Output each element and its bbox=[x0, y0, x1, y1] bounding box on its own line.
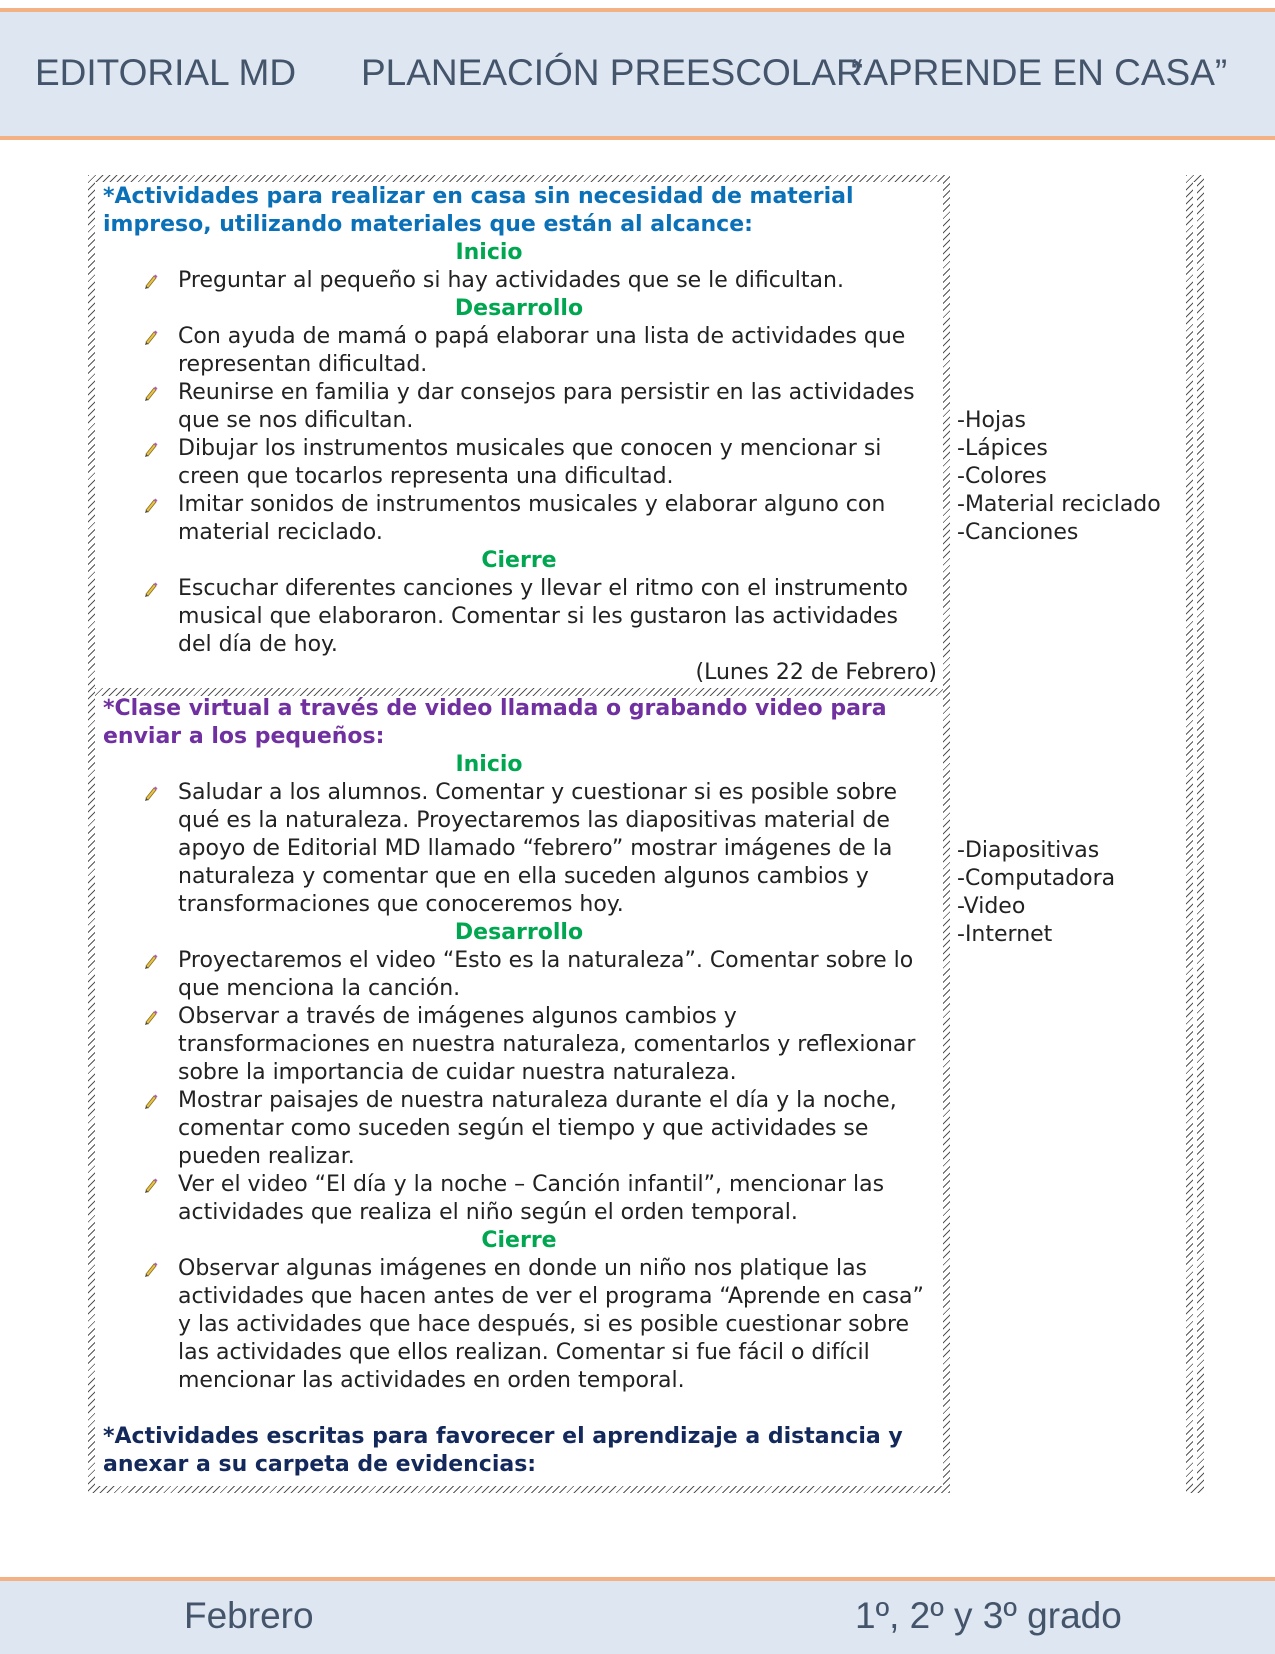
list-item: Dibujar los instrumentos musicales que conocen y mencionar si creen que tocarlos representa una dificultad. bbox=[178, 435, 935, 491]
section3-title: *Actividades escritas para favorecer el aprendizaje a distancia y anexar a su carpeta de evidencias: bbox=[103, 1424, 903, 1477]
material-item: -Material reciclado bbox=[957, 492, 1161, 517]
list-item: Preguntar al pequeño si hay actividades que se le dificultan. bbox=[178, 267, 935, 295]
pencil-icon bbox=[143, 953, 159, 969]
material-item: -Diapositivas bbox=[957, 838, 1100, 863]
material-item: -Hojas bbox=[957, 408, 1026, 433]
material-item: -Canciones bbox=[957, 520, 1079, 545]
section1-cierre-heading: Cierre bbox=[481, 548, 557, 573]
activities-content bbox=[103, 183, 935, 1479]
pencil-icon bbox=[143, 1009, 159, 1025]
header-title: PLANEACIÓN PREESCOLAR bbox=[361, 52, 863, 93]
footer-month: Febrero bbox=[184, 1595, 314, 1636]
section2-inicio-heading: Inicio bbox=[455, 752, 523, 777]
section1-desarrollo-heading: Desarrollo bbox=[454, 296, 584, 321]
pencil-icon bbox=[143, 441, 159, 457]
list-item: Con ayuda de mamá o papá elaborar una lista de actividades que representan dificultad. bbox=[178, 323, 935, 379]
page-header bbox=[0, 8, 1275, 140]
material-item: -Computadora bbox=[957, 866, 1116, 891]
pencil-icon bbox=[143, 1261, 159, 1277]
materials-frame-edge bbox=[1186, 175, 1204, 1493]
section1-cierre-list bbox=[103, 575, 935, 659]
pencil-icon bbox=[143, 385, 159, 401]
section2-cierre-heading: Cierre bbox=[481, 1228, 557, 1253]
list-item: Mostrar paisajes de nuestra naturaleza durante el día y la noche, comentar como suceden según el tiempo y que actividades se pueden realizar. bbox=[178, 1087, 935, 1171]
footer-grades: 1º, 2º y 3º grado bbox=[855, 1595, 1122, 1636]
section2-desarrollo-list bbox=[103, 947, 935, 1227]
material-item: -Internet bbox=[957, 922, 1053, 947]
material-item: -Video bbox=[957, 894, 1026, 919]
list-item: Proyectaremos el video “Esto es la naturaleza”. Comentar sobre lo que menciona la canción. bbox=[178, 947, 935, 1003]
section1-inicio-list bbox=[103, 267, 935, 295]
header-program: “APRENDE EN CASA” bbox=[851, 52, 1228, 93]
pencil-icon bbox=[143, 273, 159, 289]
section2-cierre-list bbox=[103, 1255, 935, 1395]
section1-desarrollo-list bbox=[103, 323, 935, 547]
pencil-icon bbox=[143, 497, 159, 513]
list-item: Escuchar diferentes canciones y llevar el ritmo con el instrumento musical que elaboraron. Comentar si les gustaron las actividades del día de hoy. bbox=[178, 575, 935, 659]
pencil-icon bbox=[143, 329, 159, 345]
section1-title: *Actividades para realizar en casa sin necesidad de material impreso, utilizando materiales que están al alcance: bbox=[103, 184, 854, 237]
section1-materials bbox=[957, 407, 1161, 547]
list-item: Ver el video “El día y la noche – Canción infantil”, mencionar las actividades que realiza el niño según el orden temporal. bbox=[178, 1171, 935, 1227]
pencil-icon bbox=[143, 785, 159, 801]
list-item: Imitar sonidos de instrumentos musicales y elaborar alguno con material reciclado. bbox=[178, 491, 935, 547]
list-item: Observar algunas imágenes en donde un niño nos platique las actividades que hacen antes de ver el programa “Aprende en casa” y las actividades que hace después, si es posible cuestionar sobre las actividades que ellos realizan. Comentar si fue fácil o difícil mencionar las actividades en orden temporal. bbox=[178, 1255, 935, 1395]
section2-materials bbox=[957, 837, 1115, 949]
material-item: -Colores bbox=[957, 464, 1047, 489]
page-footer bbox=[0, 1577, 1275, 1654]
section1-inicio-heading: Inicio bbox=[455, 240, 523, 265]
section1-date: (Lunes 22 de Febrero) bbox=[695, 660, 937, 685]
pencil-icon bbox=[143, 1093, 159, 1109]
list-item: Observar a través de imágenes algunos cambios y transformaciones en nuestra naturaleza, comentarlos y reflexionar sobre la importancia de cuidar nuestra naturaleza. bbox=[178, 1003, 935, 1087]
section2-desarrollo-heading: Desarrollo bbox=[454, 920, 584, 945]
pencil-icon bbox=[143, 581, 159, 597]
section2-title: *Clase virtual a través de video llamada o grabando video para enviar a los pequeños: bbox=[103, 696, 887, 749]
list-item: Reunirse en familia y dar consejos para persistir en las actividades que se nos dificultan. bbox=[178, 379, 935, 435]
material-item: -Lápices bbox=[957, 436, 1048, 461]
list-item: Saludar a los alumnos. Comentar y cuestionar si es posible sobre qué es la naturaleza. Proyectaremos las diapositivas material de apoyo de Editorial MD llamado “febrero” mostrar imágenes de la naturaleza y comentar que en ella suceden algunos cambios y transformaciones que conoceremos hoy. bbox=[178, 779, 935, 919]
section2-inicio-list bbox=[103, 779, 935, 919]
header-publisher: EDITORIAL MD bbox=[35, 52, 297, 93]
pencil-icon bbox=[143, 1177, 159, 1193]
